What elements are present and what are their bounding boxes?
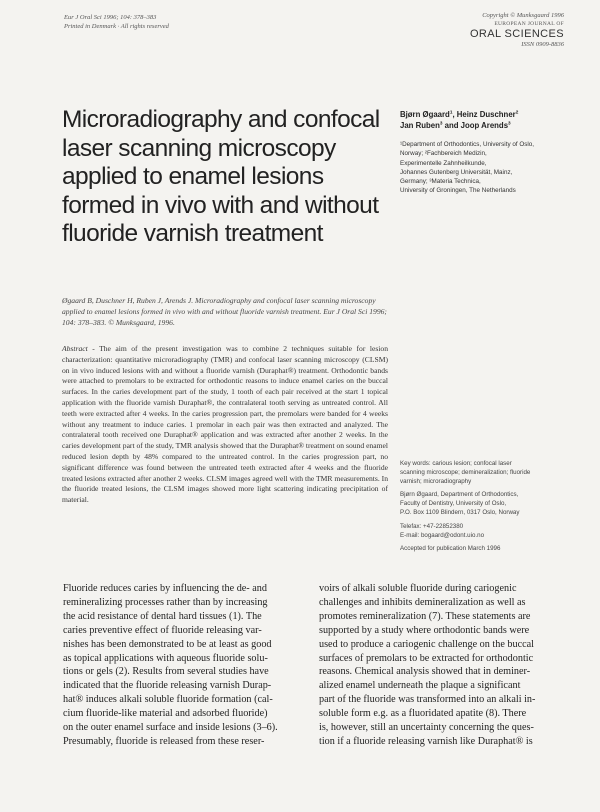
title-line: laser scanning microscopy (62, 134, 336, 162)
author-affiliation-mark: 3 (508, 120, 511, 126)
affiliations (400, 140, 580, 196)
body-line: used to produce a cariogenic challenge on the buccal (319, 638, 534, 650)
affiliation-line: Experimentelle Zahnheilkunde, (400, 159, 487, 167)
journal-small-caption: EUROPEAN JOURNAL OF (494, 21, 564, 27)
address-line: P.O. Box 1109 Blindern, 0317 Oslo, Norway (400, 508, 520, 516)
body-line: on the outer enamel surface and inside lesions (3–6). (63, 722, 278, 734)
body-line: supported by a study where orthodontic bands were (319, 624, 530, 636)
body-line: hat® induces alkali soluble fluoride formation (cal- (63, 694, 273, 706)
body-line: the acid resistance of dental hard tissues (1). The (63, 610, 262, 622)
body-line: as topical applications with aqueous fluoride solu- (63, 652, 268, 664)
correspondence-address (400, 491, 578, 517)
abstract-label: Abstract (62, 344, 88, 353)
body-line: caries preventive effect of fluoride releasing var- (63, 624, 262, 636)
journal-reference: Eur J Oral Sci 1996; 104: 378–383 (64, 14, 157, 21)
body-line: promotes remineralization (7). These statements are (319, 610, 531, 622)
issn: ISSN 0909-8836 (521, 41, 564, 48)
author-affiliation-mark: 2 (515, 109, 519, 115)
telefax: Telefax: +47-22852380 (400, 522, 464, 530)
affiliation-line: Germany; ³Materia Technica, (400, 178, 481, 186)
body-column-right (319, 582, 552, 749)
title-line: Microradiography and confocal (62, 106, 380, 133)
side-info (400, 460, 578, 554)
key-words-line: scanning microscope; demineralization; fluoride (400, 468, 531, 476)
running-header-left (64, 13, 169, 31)
body-line: cium fluoride-like material and adsorbed fluoride) (63, 708, 268, 720)
author-affiliation-mark: 1 (449, 109, 453, 115)
body-line: indicated that the fluoride releasing varnish Durap- (63, 680, 272, 692)
key-words-line: Key words: carious lesion; confocal laser (400, 460, 512, 467)
body-line: tions or gels (2). Results from several studies have (63, 666, 269, 678)
author-name: , Heinz Duschner (452, 110, 516, 119)
body-line: surfaces of premolars to be extracted for orthodontic (319, 652, 534, 664)
body-line: Fluoride reduces caries by influencing the de- and (63, 583, 267, 594)
affiliation-line: Norway; ²Fachbereich Medizin, (400, 150, 487, 158)
accepted-date: Accepted for publication March 1996 (400, 545, 501, 553)
body-line: remineralizing processes rather than by increasing (63, 596, 268, 608)
body-line: Presumably, fluoride is released from these reser- (63, 735, 265, 747)
address-line: Bjørn Øgaard, Department of Orthodontics, (400, 491, 519, 499)
body-line: nishes has been demonstrated to be at least as good (63, 638, 272, 650)
abstract (62, 344, 388, 506)
key-words (400, 460, 578, 486)
author-name: Jan Ruben (400, 121, 440, 130)
author-affiliation-mark: 3 (439, 120, 443, 126)
citation: Øgaard B, Duschner H, Ruben J, Arends J. Microradiography and confocal laser scanning microscopy applied to enamel lesions formed in vivo with and without fluoride varnish treatment. Eur J Oral Sci 1996; 104: 378–383. © Munksgaard, 1996. (62, 296, 387, 327)
journal-name: ORAL SCIENCES (469, 28, 564, 40)
address-line: Faculty of Dentistry, University of Oslo, (400, 500, 507, 508)
email: E-mail: bogaard@odont.uio.no (400, 531, 485, 539)
affiliation-line: Johannes Gutenberg Universität, Mainz, (400, 168, 513, 176)
contact-info (400, 523, 578, 541)
affiliation-line: University of Groningen, The Netherlands (400, 187, 516, 195)
title-line: fluoride varnish treatment (62, 220, 323, 247)
body-column-left (63, 582, 293, 749)
body-line: voirs of alkali soluble fluoride during cariogenic (319, 583, 517, 594)
running-header-right (470, 11, 564, 49)
body-line: tion if a fluoride releasing varnish like Duraphat® is (319, 735, 533, 747)
article-title (62, 106, 398, 249)
copyright-notice: Copyright © Munksgaard 1996 (482, 12, 564, 19)
author-name: and Joop Arends (442, 121, 509, 130)
body-line: part of the fluoride was transformed into an alkali in- (319, 694, 536, 706)
author-name: Bjørn Øgaard (400, 110, 450, 119)
title-line: applied to enamel lesions (62, 163, 324, 190)
body-line: alized enamel underneath the plaque a significant (319, 680, 521, 692)
printed-notice: Printed in Denmark · All rights reserved (64, 23, 169, 30)
body-line: soluble form e.g. as a fluoridated apatite (8). There (319, 708, 527, 720)
abstract-text: - The aim of the present investigation was to combine 2 techniques suitable for lesion characterization: quantitative microradiography (TMR) and confocal laser scanning microscopy (CLSM) on in vivo induced lesions with and without a fluoride varnish (Duraphat®) treatment. Orthodontic bands were attached to premolars to be extracted for orthodontic reasons to induce enamel caries on the buccal surfaces. In the caries development part of the study, 1 tooth of each pair received at the start 1 topical application with the fluoride varnish Duraphat®, the contralateral tooth serving as untreated control. All teeth were extracted after 4 weeks. In the caries progression part, the premolars were banded for 4 weeks without any treatment to induce caries. 1 premolar in each pair was then extracted and analyzed. The contralateral tooth received one Duraphat® application and was extracted after another 2 weeks. In the caries development part of the study, TMR analysis showed that the Duraphat® treatment on sound enamel reduced lesion depth by 48% compared to the untreated control. In the caries progression part, no significant difference was found between the untreated teeth extracted after 4 weeks and the fluoride treated lesions extracted after another 2 weeks. CLSM images agreed well with the TMR measurements. In the fluoride treated lesions, the CLSM images showed more light scattering indicating precipitation of material. (62, 344, 388, 505)
key-words-line: varnish; microradiography (400, 477, 472, 485)
body-line: challenges and inhibits demineralization as well as (319, 596, 526, 608)
affiliation-line: ¹Department of Orthodontics, University of Oslo, (400, 141, 535, 148)
body-line: is, however, still an uncertainty concerning the ques- (319, 722, 534, 734)
title-line: formed in vivo with and without (62, 191, 379, 219)
body-line: reasons. Chemical analysis showed that in deminer- (319, 666, 531, 678)
author-list (400, 109, 580, 131)
